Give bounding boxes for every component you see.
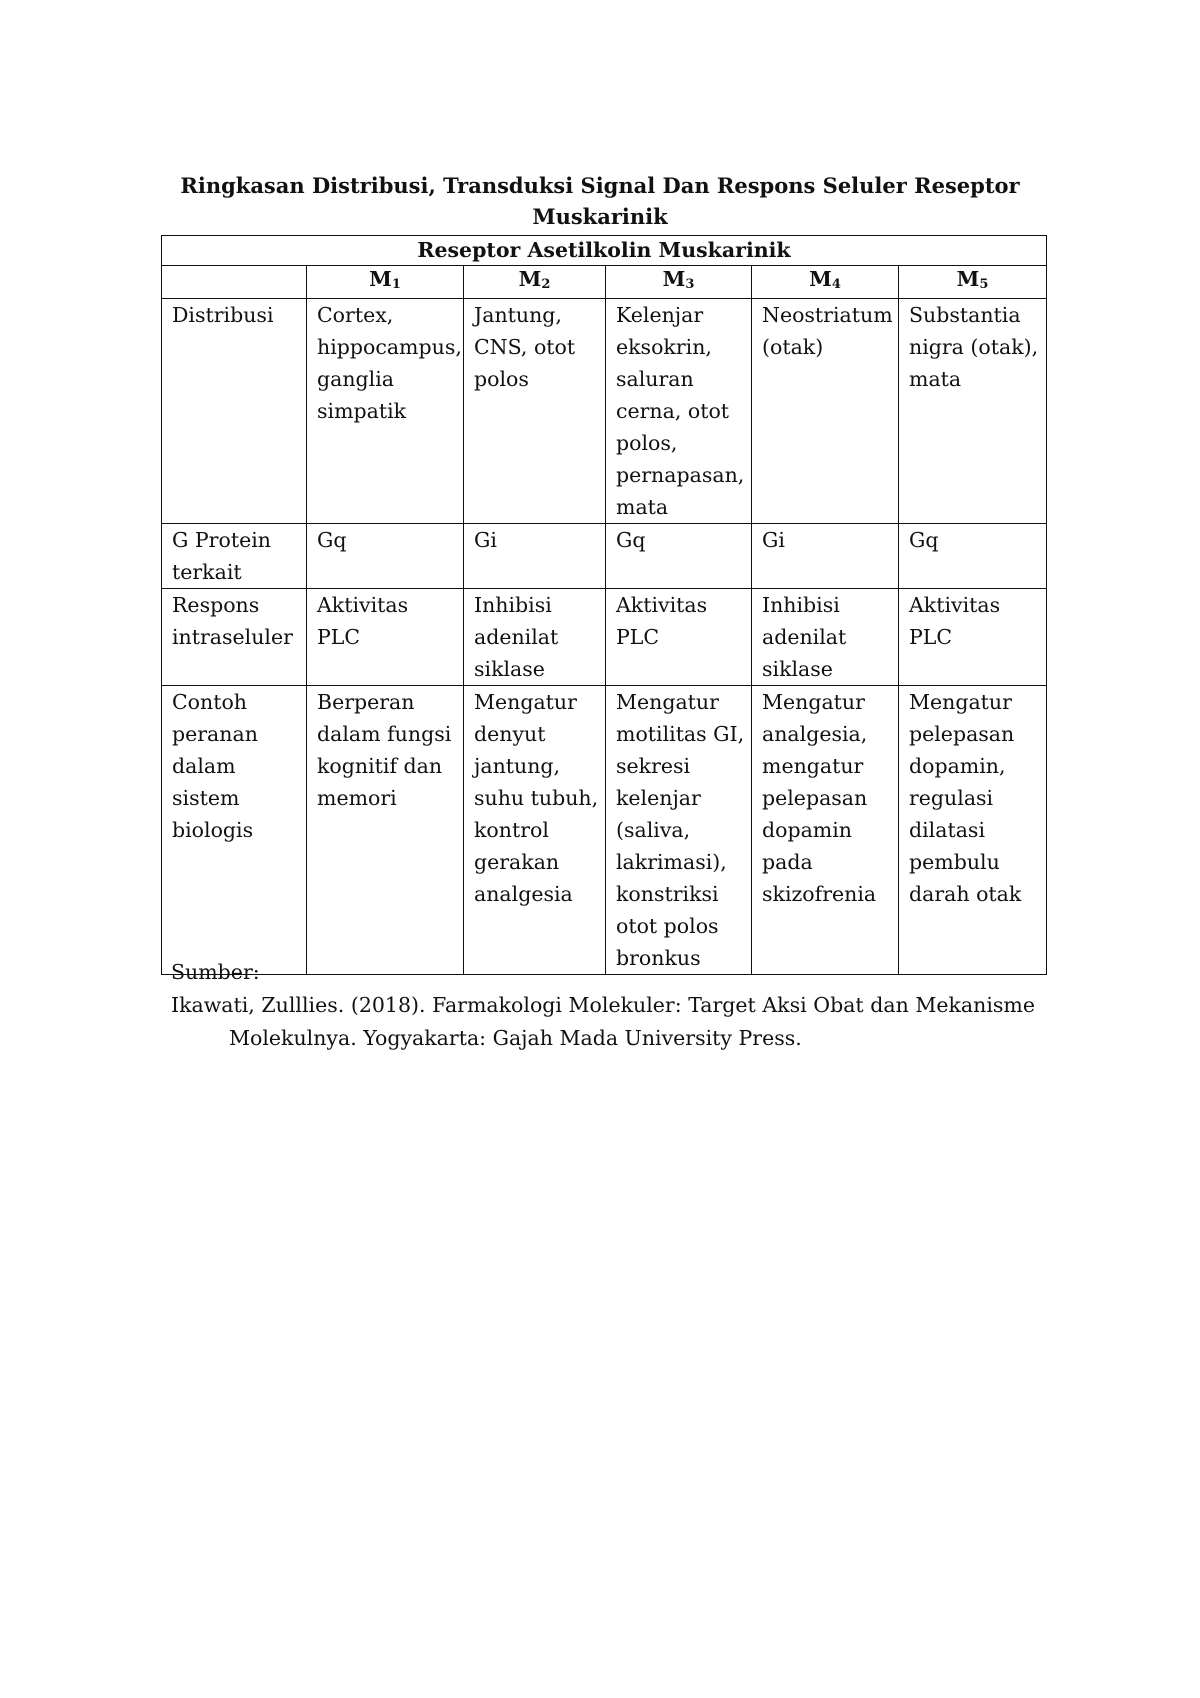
table-cell-m3 bbox=[606, 299, 752, 524]
cell-line: (otak) bbox=[762, 335, 824, 359]
cell-line: Gq bbox=[317, 528, 347, 552]
cell-line: Mengatur bbox=[909, 690, 1012, 714]
cell-line: kontrol bbox=[474, 818, 549, 842]
cell-line: pelepasan bbox=[762, 786, 868, 810]
cell-line: analgesia, bbox=[762, 722, 868, 746]
cell-line: denyut bbox=[474, 722, 546, 746]
cell-line: PLC bbox=[317, 625, 361, 649]
source-label: Sumber: bbox=[171, 960, 260, 984]
cell-line: Inhibisi bbox=[474, 593, 552, 617]
table-cell-m3 bbox=[606, 589, 752, 686]
cell-line: regulasi bbox=[909, 786, 994, 810]
table-cell-m4 bbox=[752, 524, 899, 589]
cell-line: mengatur bbox=[762, 754, 864, 778]
table-body bbox=[162, 299, 1047, 975]
document-title bbox=[160, 170, 1040, 232]
cell-line: ganglia bbox=[317, 367, 395, 391]
cell-line: kognitif dan bbox=[317, 754, 443, 778]
cell-line: dilatasi bbox=[909, 818, 985, 842]
table-main-header: Reseptor Asetilkolin Muskarinik bbox=[162, 236, 1047, 266]
cell-line: Mengatur bbox=[616, 690, 719, 714]
cell-line: Neostriatum bbox=[762, 303, 893, 327]
cell-line: hippocampus, bbox=[317, 335, 462, 359]
row-label-line: Contoh bbox=[172, 690, 248, 714]
table-row-respons bbox=[162, 589, 1047, 686]
row-label-line: dalam bbox=[172, 754, 236, 778]
column-header-m4: $M_4$ bbox=[752, 266, 899, 299]
cell-line: eksokrin, bbox=[616, 335, 712, 359]
source-reference: Ikawati, Zulllies. (2018). Farmakologi Molekuler: Target Aksi Obat dan Mekanisme Molekulnya. Yogyakarta: Gajah Mada University Press. bbox=[171, 993, 1035, 1050]
title-line-2: Muskarinik bbox=[532, 204, 668, 229]
cell-line: gerakan bbox=[474, 850, 560, 874]
cell-line: Gi bbox=[762, 528, 785, 552]
cell-line: jantung, bbox=[474, 754, 561, 778]
table-cell-m2 bbox=[464, 299, 606, 524]
table-cell-m1 bbox=[307, 524, 464, 589]
cell-line: (saliva, bbox=[616, 818, 691, 842]
table-cell-m5 bbox=[899, 524, 1047, 589]
cell-line: siklase bbox=[474, 657, 545, 681]
table-row-distribusi bbox=[162, 299, 1047, 524]
cell-line: simpatik bbox=[317, 399, 407, 423]
cell-line: bronkus bbox=[616, 946, 701, 970]
cell-line: konstriksi bbox=[616, 882, 719, 906]
cell-line: Berperan bbox=[317, 690, 415, 714]
table-cell-m3 bbox=[606, 524, 752, 589]
table-cell-m2 bbox=[464, 524, 606, 589]
cell-line: pelepasan bbox=[909, 722, 1015, 746]
cell-line: mata bbox=[909, 367, 962, 391]
cell-line: skizofrenia bbox=[762, 882, 877, 906]
column-header-empty bbox=[162, 266, 307, 299]
cell-line: memori bbox=[317, 786, 397, 810]
receptor-table bbox=[161, 235, 1047, 975]
table-main-header-row bbox=[162, 236, 1047, 266]
cell-line: Mengatur bbox=[474, 690, 577, 714]
cell-line: Aktivitas bbox=[909, 593, 1001, 617]
table-cell-m2 bbox=[464, 589, 606, 686]
table-cell-m1 bbox=[307, 299, 464, 524]
cell-line: darah otak bbox=[909, 882, 1022, 906]
cell-line: polos, bbox=[616, 431, 678, 455]
table-cell-m5 bbox=[899, 589, 1047, 686]
table-cell-m4 bbox=[752, 299, 899, 524]
table-cell-m4 bbox=[752, 686, 899, 975]
cell-line: CNS, otot bbox=[474, 335, 576, 359]
title-line-1: Ringkasan Distribusi, Transduksi Signal Dan Respons Seluler Reseptor bbox=[180, 173, 1020, 198]
row-label-line: biologis bbox=[172, 818, 254, 842]
source-section bbox=[171, 956, 1035, 1055]
cell-line: cerna, otot bbox=[616, 399, 730, 423]
table-cell-m2 bbox=[464, 686, 606, 975]
cell-line: mata bbox=[616, 495, 669, 519]
cell-line: Gi bbox=[474, 528, 497, 552]
table-cell-m1 bbox=[307, 589, 464, 686]
cell-line: Substantia bbox=[909, 303, 1021, 327]
table-row-contoh-peranan bbox=[162, 686, 1047, 975]
row-label bbox=[162, 299, 307, 524]
cell-line: nigra (otak), bbox=[909, 335, 1039, 359]
cell-line: Gq bbox=[909, 528, 939, 552]
column-header-m5: $M_5$ bbox=[899, 266, 1047, 299]
cell-line: Kelenjar bbox=[616, 303, 704, 327]
cell-line: siklase bbox=[762, 657, 833, 681]
cell-line: adenilat bbox=[762, 625, 847, 649]
row-label-line: sistem bbox=[172, 786, 240, 810]
cell-line: sekresi bbox=[616, 754, 691, 778]
table-row-g-protein bbox=[162, 524, 1047, 589]
table-cell-m4 bbox=[752, 589, 899, 686]
column-header-m2: $M_2$ bbox=[464, 266, 606, 299]
cell-line: Jantung, bbox=[474, 303, 562, 327]
row-label-line: G Protein bbox=[172, 528, 271, 552]
cell-line: pembulu bbox=[909, 850, 1000, 874]
cell-line: Cortex, bbox=[317, 303, 394, 327]
row-label bbox=[162, 589, 307, 686]
cell-line: polos bbox=[474, 367, 529, 391]
cell-line: PLC bbox=[616, 625, 660, 649]
table-cell-m3 bbox=[606, 686, 752, 975]
row-label-line: Respons bbox=[172, 593, 260, 617]
row-label-line: peranan bbox=[172, 722, 258, 746]
table-cell-m5 bbox=[899, 686, 1047, 975]
table-cell-m5 bbox=[899, 299, 1047, 524]
cell-line: pada bbox=[762, 850, 813, 874]
cell-line: dalam fungsi bbox=[317, 722, 452, 746]
cell-line: Aktivitas bbox=[616, 593, 708, 617]
cell-line: analgesia bbox=[474, 882, 573, 906]
cell-line: saluran bbox=[616, 367, 694, 391]
column-header-m1: $M_1$ bbox=[307, 266, 464, 299]
cell-line: otot polos bbox=[616, 914, 719, 938]
cell-line: dopamin bbox=[762, 818, 853, 842]
row-label bbox=[162, 524, 307, 589]
cell-line: dopamin, bbox=[909, 754, 1006, 778]
column-header-m3: $M_3$ bbox=[606, 266, 752, 299]
row-label-line: Distribusi bbox=[172, 303, 274, 327]
cell-line: kelenjar bbox=[616, 786, 701, 810]
table-column-header-row bbox=[162, 266, 1047, 299]
cell-line: lakrimasi), bbox=[616, 850, 727, 874]
cell-line: pernapasan, bbox=[616, 463, 745, 487]
cell-line: adenilat bbox=[474, 625, 559, 649]
table-cell-m1 bbox=[307, 686, 464, 975]
cell-line: Gq bbox=[616, 528, 646, 552]
cell-line: motilitas GI, bbox=[616, 722, 745, 746]
row-label bbox=[162, 686, 307, 975]
cell-line: Aktivitas bbox=[317, 593, 409, 617]
cell-line: Mengatur bbox=[762, 690, 865, 714]
row-label-line: terkait bbox=[172, 560, 242, 584]
cell-line: Inhibisi bbox=[762, 593, 840, 617]
cell-line: PLC bbox=[909, 625, 953, 649]
cell-line: suhu tubuh, bbox=[474, 786, 599, 810]
row-label-line: intraseluler bbox=[172, 625, 293, 649]
